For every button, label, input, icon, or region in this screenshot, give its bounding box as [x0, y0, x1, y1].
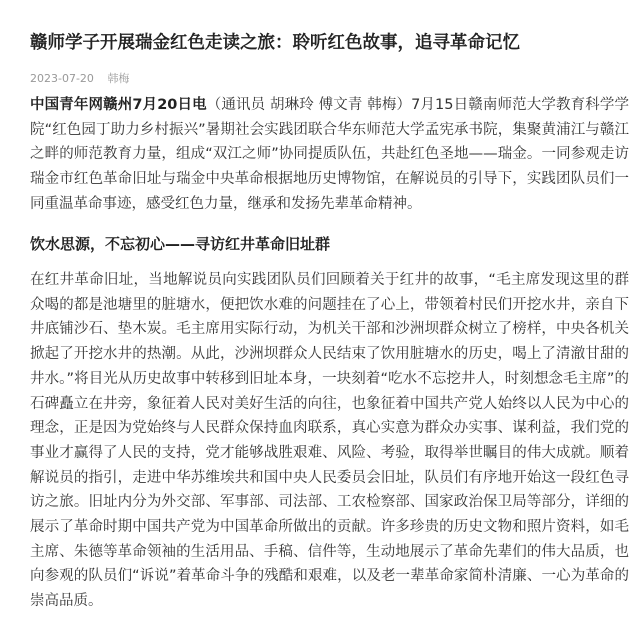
section-heading: 饮水思源，不忘初心——寻访红井革命旧址群 [30, 235, 331, 253]
dateline: 中国青年网赣州7月20日电 [30, 97, 207, 113]
body-paragraph: 在红井革命旧址，当地解说员向实践团队员们回顾着关于红井的故事，“毛主席发现这里的群众喝的都是池塘里的脏塘水，便把饮水难的问题挂在了心上，带领着村民们开挖水井，亲自下井底铺沙石、垫木炭。毛主席用实际行动，为机关干部和沙洲坝群众树立了榜样，中央各机关掀起了开挖水井的热潮。从此，沙洲坝群众人民结束了饮用脏塘水的历史，喝上了清澈甘甜的井水。”将目光从历史故事中转移到旧址本身，一块刻着“吃水不忘挖井人，时刻想念毛主席”的石碑矗立在井旁，象征着人民对美好生活的向往，也象征着中国共产党人始终以人民为中心的理念，正是因为党始终与人民群众保持血肉联系，真心实意为群众办实事、谋利益，我们党的事业才赢得了人民的支持，党才能够战胜艰难、风险、考验，取得举世瞩目的伟大成就。顺着解说员的指引，走进中华苏维埃共和国中央人民委员会旧址，队员们有序地开始这一段红色寻访之旅。旧址内分为外交部、军事部、司法部、工农检察部、国家政治保卫局等部分，详细的展示了革命时期中国共产党为中国革命所做出的贡献。许多珍贵的历史文物和照片资料，如毛主席、朱德等革命领袖的生活用品、手稿、信件等，生动地展示了革命先辈们的伟大品质，也向参观的队员们“诉说”着革命斗争的残酷和艰难，以及老一辈革命家简朴清廉、一心为革命的崇高品质。 [30, 272, 629, 610]
author-name: 韩梅 [107, 72, 130, 85]
publish-date: 2023-07-20 [30, 72, 94, 85]
article-title: 赣师学子开展瑞金红色走读之旅：聆听红色故事，追寻革命记忆 [30, 33, 520, 53]
intro-text: （通讯员 胡琳玲 傅文青 韩梅）7月15日赣南师范大学教育科学学院“红色园丁助力乡村振兴”暑期社会实践团联合华东师范大学孟宪承书院，集聚黄浦江与赣江之畔的师范教育力量，组成“双江之师”协同提质队伍，共赴红色圣地——瑞金。一同参观走访瑞金市红色革命旧址与瑞金中央革命根据地历史博物馆，在解说员的引导下，实践团队员们一同重温革命事迹，感受红色力量，继承和发扬先辈革命精神。 [30, 97, 629, 212]
intro-paragraph [30, 93, 629, 217]
article-meta [30, 72, 139, 86]
